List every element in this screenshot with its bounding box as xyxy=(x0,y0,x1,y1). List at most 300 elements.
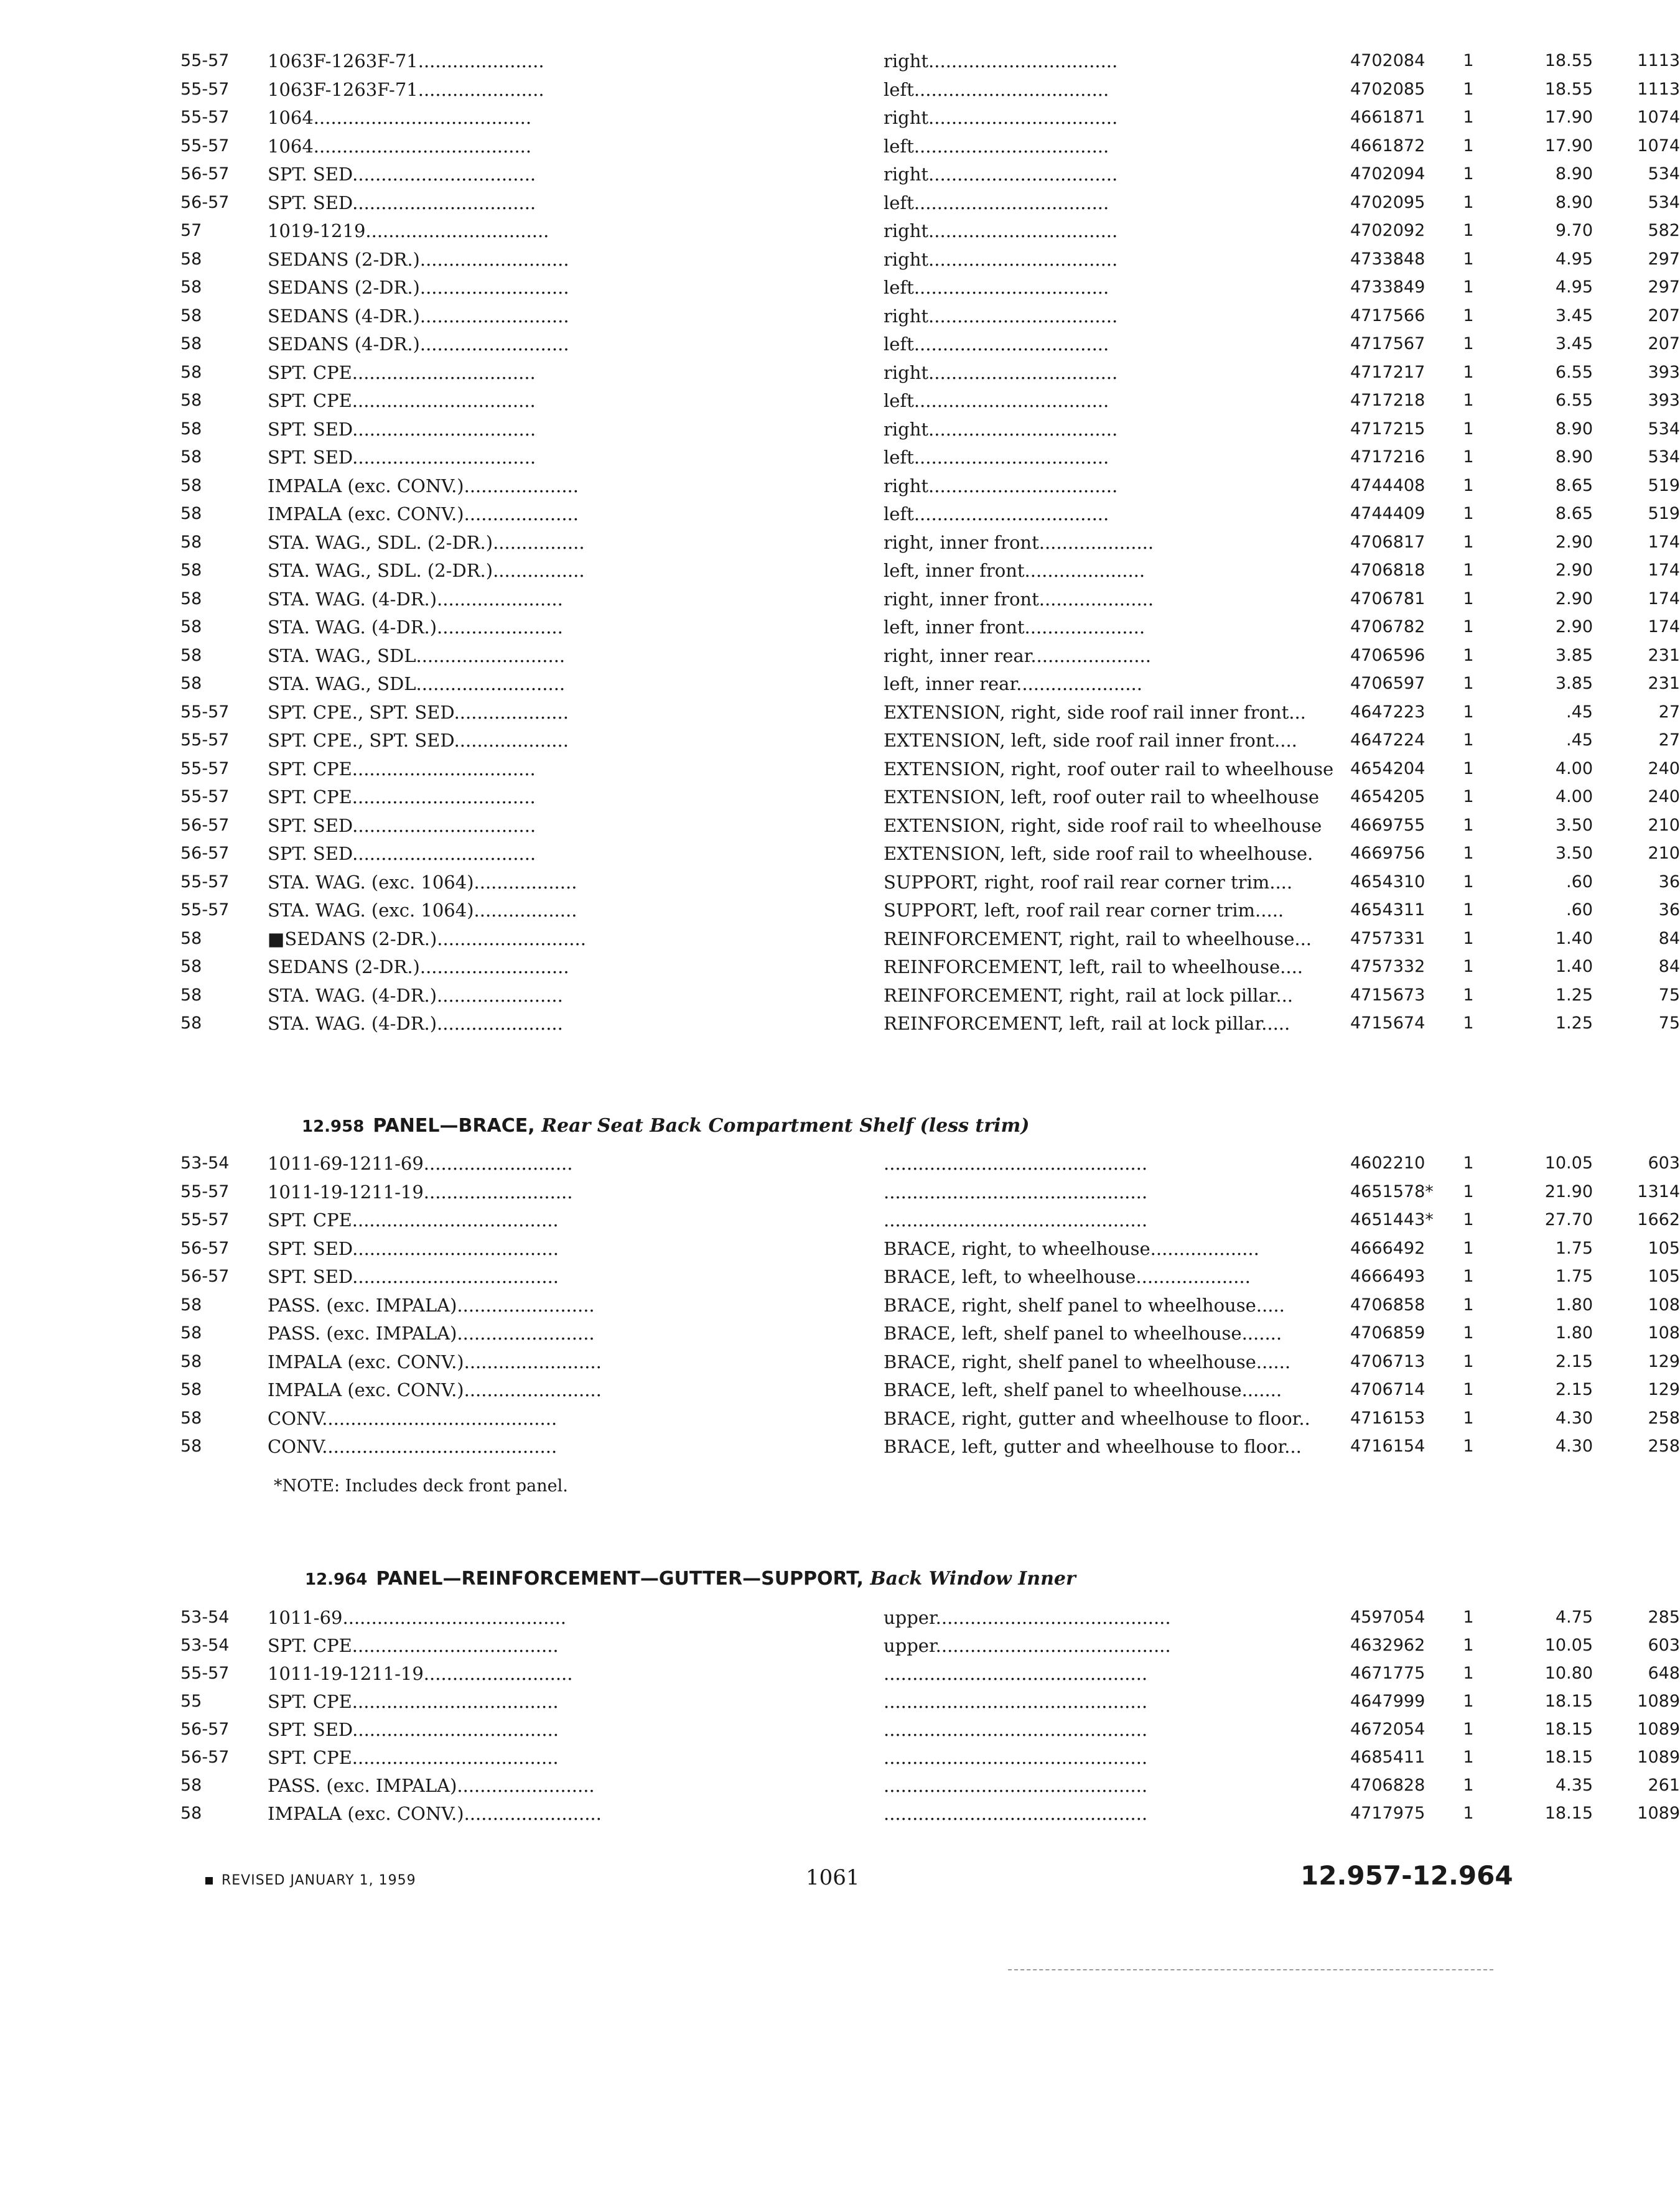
description-cell: left.................................. xyxy=(884,277,1109,298)
model-cell: PASS. (exc. IMPALA)........................ xyxy=(268,1775,595,1796)
price-cell: 8.65 xyxy=(1555,475,1593,495)
price-cell: 1.75 xyxy=(1555,1238,1593,1258)
price-cell: 27.70 xyxy=(1544,1210,1593,1229)
code-cell: 207 xyxy=(1648,334,1680,353)
table-row xyxy=(180,641,1680,670)
table-row xyxy=(180,358,1680,387)
price-cell: 18.15 xyxy=(1544,1748,1593,1767)
price-cell: 6.55 xyxy=(1555,391,1593,410)
price-cell: 3.85 xyxy=(1555,645,1593,665)
table-row xyxy=(180,217,1680,245)
code-cell: 1074 xyxy=(1637,108,1680,127)
part-number-cell: 4715673 xyxy=(1350,985,1426,1005)
model-cell: IMPALA (exc. CONV.)........................ xyxy=(268,1379,602,1400)
description-cell: EXTENSION, left, roof outer rail to wheelhouse xyxy=(884,786,1319,808)
price-cell: 10.05 xyxy=(1544,1636,1593,1655)
table-row xyxy=(180,1319,1680,1348)
code-cell: 1089 xyxy=(1637,1804,1680,1823)
model-cell: 1011-69....................................... xyxy=(268,1607,567,1628)
quantity-cell: 1 xyxy=(1463,249,1474,269)
model-cell: SPT. SED.................................... xyxy=(268,1266,559,1287)
year-cell: 58 xyxy=(180,1351,202,1371)
description-cell: upper......................................... xyxy=(884,1607,1171,1628)
price-cell: 3.45 xyxy=(1555,334,1593,353)
year-cell: 58 xyxy=(180,1408,202,1428)
description-cell: EXTENSION, right, side roof rail inner front... xyxy=(884,701,1306,723)
code-cell: 603 xyxy=(1648,1636,1680,1655)
code-cell: 297 xyxy=(1648,277,1680,297)
table-row xyxy=(180,245,1680,274)
code-cell: 240 xyxy=(1648,758,1680,778)
year-cell: 58 xyxy=(180,1437,202,1456)
price-cell: 2.90 xyxy=(1555,589,1593,608)
part-number-cell: 4702092 xyxy=(1350,221,1426,240)
price-cell: 2.15 xyxy=(1555,1351,1593,1371)
description-cell: left.................................. xyxy=(884,447,1109,468)
part-number-cell: 4702085 xyxy=(1350,79,1426,99)
model-cell: STA. WAG. (4-DR.)...................... xyxy=(268,617,563,638)
description-cell: left.................................. xyxy=(884,78,1109,100)
part-number-cell: 4706782 xyxy=(1350,617,1426,636)
model-cell: SPT. SED.................................... xyxy=(268,1237,559,1259)
quantity-cell: 1 xyxy=(1463,1013,1474,1033)
part-number-cell: 4717567 xyxy=(1350,334,1426,353)
price-cell: 8.90 xyxy=(1555,447,1593,467)
part-number-cell: 4661871 xyxy=(1350,108,1426,127)
price-cell: 4.00 xyxy=(1555,758,1593,778)
description-cell: BRACE, right, to wheelhouse................... xyxy=(884,1237,1259,1259)
model-cell: SEDANS (4-DR.).......................... xyxy=(268,333,569,355)
quantity-cell: 1 xyxy=(1463,1437,1474,1456)
description-cell: left, inner front..................... xyxy=(884,560,1146,581)
model-cell: 1063F-1263F-71...................... xyxy=(268,78,544,100)
quantity-cell: 1 xyxy=(1463,702,1474,722)
code-cell: 534 xyxy=(1648,419,1680,439)
quantity-cell: 1 xyxy=(1463,872,1474,892)
section-number: 12.958 xyxy=(302,1117,365,1136)
part-number-cell: 4651578* xyxy=(1350,1181,1434,1201)
description-cell: .............................................. xyxy=(884,1209,1148,1231)
quantity-cell: 1 xyxy=(1463,1776,1474,1795)
part-number-cell: 4632962 xyxy=(1350,1636,1426,1655)
description-cell: right................................. xyxy=(884,361,1118,383)
code-cell: 603 xyxy=(1648,1153,1680,1173)
quantity-cell: 1 xyxy=(1463,1748,1474,1767)
description-cell: REINFORCEMENT, right, rail at lock pillar... xyxy=(884,984,1294,1006)
year-cell: 58 xyxy=(180,985,202,1005)
table-row xyxy=(180,1149,1680,1178)
table-row xyxy=(180,1234,1680,1263)
quantity-cell: 1 xyxy=(1463,447,1474,467)
description-cell: right, inner rear..................... xyxy=(884,645,1151,666)
quantity-cell: 1 xyxy=(1463,532,1474,552)
description-cell: BRACE, right, shelf panel to wheelhouse...... xyxy=(884,1351,1291,1372)
description-cell: EXTENSION, left, side roof rail to wheelhouse. xyxy=(884,843,1314,864)
part-number-cell: 4706713 xyxy=(1350,1351,1426,1371)
code-cell: 1113 xyxy=(1637,51,1680,70)
code-cell: 1113 xyxy=(1637,79,1680,99)
model-cell: STA. WAG., SDL. (2-DR.)................ xyxy=(268,560,585,581)
description-cell: BRACE, left, gutter and wheelhouse to floor... xyxy=(884,1436,1302,1457)
description-cell: BRACE, right, shelf panel to wheelhouse..... xyxy=(884,1294,1285,1316)
part-number-cell: 4661872 xyxy=(1350,136,1426,156)
description-cell: EXTENSION, right, roof outer rail to wheelhouse xyxy=(884,758,1334,780)
quantity-cell: 1 xyxy=(1463,221,1474,240)
year-cell: 55-57 xyxy=(180,108,230,127)
revision-text: REVISED JANUARY 1, 1959 xyxy=(222,1873,416,1888)
code-cell: 36 xyxy=(1658,900,1680,920)
table-row xyxy=(180,386,1680,415)
code-cell: 648 xyxy=(1648,1664,1680,1683)
table-row xyxy=(180,925,1680,953)
price-cell: 3.45 xyxy=(1555,305,1593,325)
code-cell: 1089 xyxy=(1637,1748,1680,1767)
year-cell: 53-54 xyxy=(180,1608,230,1627)
quantity-cell: 1 xyxy=(1463,928,1474,948)
price-cell: 4.30 xyxy=(1555,1408,1593,1428)
table-row xyxy=(180,1206,1680,1234)
price-cell: 1.80 xyxy=(1555,1323,1593,1343)
description-cell: .............................................. xyxy=(884,1747,1148,1768)
code-cell: 261 xyxy=(1648,1776,1680,1795)
table-row xyxy=(180,132,1680,161)
price-cell: 21.90 xyxy=(1544,1181,1593,1201)
table-row xyxy=(180,1376,1680,1404)
price-cell: 1.40 xyxy=(1555,928,1593,948)
model-cell: SPT. CPE................................ xyxy=(268,390,536,411)
table-row xyxy=(180,1771,1680,1800)
year-cell: 58 xyxy=(180,419,202,439)
table-row xyxy=(180,585,1680,613)
year-cell: 58 xyxy=(180,928,202,948)
description-cell: right................................. xyxy=(884,164,1118,185)
code-cell: 519 xyxy=(1648,504,1680,523)
quantity-cell: 1 xyxy=(1463,305,1474,325)
table-row xyxy=(180,528,1680,557)
model-cell: ■SEDANS (2-DR.).......................... xyxy=(268,928,586,949)
revision-note xyxy=(205,1873,416,1888)
part-number-cell: 4669755 xyxy=(1350,815,1426,835)
description-cell: .............................................. xyxy=(884,1803,1148,1824)
model-cell: SPT. CPE., SPT. SED.................... xyxy=(268,701,569,723)
quantity-cell: 1 xyxy=(1463,1238,1474,1258)
year-cell: 58 xyxy=(180,617,202,636)
code-cell: 534 xyxy=(1648,164,1680,184)
model-cell: 1064...................................... xyxy=(268,107,532,128)
model-cell: STA. WAG. (exc. 1064).................. xyxy=(268,871,577,893)
quantity-cell: 1 xyxy=(1463,844,1474,863)
quantity-cell: 1 xyxy=(1463,504,1474,523)
year-cell: 58 xyxy=(180,1804,202,1823)
model-cell: SPT. CPE.................................... xyxy=(268,1691,559,1712)
table-row xyxy=(180,783,1680,811)
table-row xyxy=(180,1432,1680,1461)
table-row xyxy=(180,415,1680,444)
quantity-cell: 1 xyxy=(1463,1153,1474,1173)
code-cell: 240 xyxy=(1648,787,1680,806)
code-cell: 27 xyxy=(1658,702,1680,722)
table-row xyxy=(180,726,1680,755)
part-number-cell: 4654311 xyxy=(1350,900,1426,920)
year-cell: 56-57 xyxy=(180,164,230,184)
model-cell: SEDANS (2-DR.).......................... xyxy=(268,277,569,298)
model-cell: STA. WAG., SDL.......................... xyxy=(268,673,566,694)
model-cell: STA. WAG., SDL. (2-DR.)................ xyxy=(268,531,585,553)
price-cell: 1.40 xyxy=(1555,957,1593,976)
table-row xyxy=(180,1715,1680,1744)
year-cell: 58 xyxy=(180,674,202,693)
part-number-cell: 4702094 xyxy=(1350,164,1426,184)
part-number-cell: 4715674 xyxy=(1350,1013,1426,1033)
section-title: PANEL—REINFORCEMENT—GUTTER—SUPPORT, xyxy=(376,1568,864,1590)
model-cell: SPT. SED................................ xyxy=(268,814,536,836)
part-number-cell: 4666492 xyxy=(1350,1238,1426,1258)
year-cell: 56-57 xyxy=(180,1748,230,1767)
quantity-cell: 1 xyxy=(1463,1380,1474,1399)
part-number-cell: 4706859 xyxy=(1350,1323,1426,1343)
description-cell: left.................................. xyxy=(884,192,1109,213)
part-number-cell: 4597054 xyxy=(1350,1608,1426,1627)
part-number-cell: 4717216 xyxy=(1350,447,1426,467)
quantity-cell: 1 xyxy=(1463,758,1474,778)
part-number-cell: 4654205 xyxy=(1350,787,1426,806)
price-cell: 4.35 xyxy=(1555,1776,1593,1795)
description-cell: right................................. xyxy=(884,50,1118,72)
year-cell: 55-57 xyxy=(180,79,230,99)
section-subtitle: Rear Seat Back Compartment Shelf (less trim) xyxy=(541,1115,1030,1137)
model-cell: 1063F-1263F-71...................... xyxy=(268,50,544,72)
price-cell: 18.15 xyxy=(1544,1804,1593,1823)
description-cell: BRACE, left, shelf panel to wheelhouse....... xyxy=(884,1379,1282,1400)
code-cell: 285 xyxy=(1648,1608,1680,1627)
code-cell: 231 xyxy=(1648,645,1680,665)
code-cell: 582 xyxy=(1648,221,1680,240)
part-number-cell: 4733849 xyxy=(1350,277,1426,297)
year-cell: 55-57 xyxy=(180,702,230,722)
model-cell: SPT. CPE.................................... xyxy=(268,1747,559,1768)
year-cell: 58 xyxy=(180,391,202,410)
description-cell: left.................................. xyxy=(884,503,1109,524)
part-number-cell: 4672054 xyxy=(1350,1720,1426,1739)
table-row xyxy=(180,896,1680,925)
model-cell: 1011-19-1211-19.......................... xyxy=(268,1181,573,1203)
table-row xyxy=(180,1178,1680,1206)
part-number-cell: 4651443* xyxy=(1350,1210,1434,1229)
price-cell: 18.55 xyxy=(1544,51,1593,70)
table-row xyxy=(180,839,1680,868)
price-cell: 8.90 xyxy=(1555,164,1593,184)
part-number-cell: 4706858 xyxy=(1350,1295,1426,1315)
year-cell: 58 xyxy=(180,447,202,467)
quantity-cell: 1 xyxy=(1463,1692,1474,1711)
price-cell: .60 xyxy=(1566,872,1593,892)
model-cell: 1011-69-1211-69.......................... xyxy=(268,1153,573,1174)
price-cell: 18.15 xyxy=(1544,1692,1593,1711)
code-cell: 297 xyxy=(1648,249,1680,269)
code-cell: 36 xyxy=(1658,872,1680,892)
table-row xyxy=(180,103,1680,132)
part-number-cell: 4717217 xyxy=(1350,362,1426,382)
model-cell: 1011-19-1211-19.......................... xyxy=(268,1663,573,1684)
year-cell: 55-57 xyxy=(180,758,230,778)
table-row xyxy=(180,443,1680,472)
code-cell: 174 xyxy=(1648,561,1680,580)
description-cell: BRACE, left, shelf panel to wheelhouse....... xyxy=(884,1323,1282,1344)
part-number-cell: 4706817 xyxy=(1350,532,1426,552)
part-number-cell: 4744409 xyxy=(1350,504,1426,523)
year-cell: 55-57 xyxy=(180,787,230,806)
code-cell: 1074 xyxy=(1637,136,1680,156)
year-cell: 55-57 xyxy=(180,1664,230,1683)
quantity-cell: 1 xyxy=(1463,1351,1474,1371)
year-cell: 58 xyxy=(180,504,202,523)
description-cell: right................................. xyxy=(884,418,1118,440)
code-cell: 108 xyxy=(1648,1323,1680,1343)
year-cell: 56-57 xyxy=(180,1720,230,1739)
model-cell: IMPALA (exc. CONV.).................... xyxy=(268,475,579,496)
year-cell: 57 xyxy=(180,221,202,240)
price-cell: 8.90 xyxy=(1555,419,1593,439)
quantity-cell: 1 xyxy=(1463,985,1474,1005)
description-cell: left.................................. xyxy=(884,390,1109,411)
year-cell: 58 xyxy=(180,561,202,580)
year-cell: 56-57 xyxy=(180,844,230,863)
price-cell: 1.25 xyxy=(1555,985,1593,1005)
code-cell: 534 xyxy=(1648,447,1680,467)
table-row xyxy=(180,1009,1680,1038)
table-row xyxy=(180,755,1680,783)
year-cell: 58 xyxy=(180,645,202,665)
quantity-cell: 1 xyxy=(1463,419,1474,439)
year-cell: 56-57 xyxy=(180,192,230,212)
description-cell: REINFORCEMENT, left, rail at lock pillar..... xyxy=(884,1013,1290,1034)
quantity-cell: 1 xyxy=(1463,1664,1474,1683)
part-number-cell: 4733848 xyxy=(1350,249,1426,269)
section-number: 12.964 xyxy=(305,1570,368,1589)
year-cell: 58 xyxy=(180,277,202,297)
description-cell: left.................................. xyxy=(884,333,1109,355)
quantity-cell: 1 xyxy=(1463,391,1474,410)
price-cell: 9.70 xyxy=(1555,221,1593,240)
part-number-cell: 4716153 xyxy=(1350,1408,1426,1428)
price-cell: 4.30 xyxy=(1555,1437,1593,1456)
price-cell: 4.95 xyxy=(1555,249,1593,269)
part-number-cell: 4757332 xyxy=(1350,957,1426,976)
year-cell: 53-54 xyxy=(180,1153,230,1173)
model-cell: STA. WAG., SDL.......................... xyxy=(268,645,566,666)
model-cell: SPT. SED................................ xyxy=(268,843,536,864)
year-cell: 55-57 xyxy=(180,730,230,750)
quantity-cell: 1 xyxy=(1463,79,1474,99)
model-cell: 1064...................................... xyxy=(268,135,532,157)
table-row xyxy=(180,868,1680,897)
table-row xyxy=(180,1659,1680,1688)
quantity-cell: 1 xyxy=(1463,136,1474,156)
description-cell: left, inner front..................... xyxy=(884,617,1146,638)
table-row xyxy=(180,1743,1680,1772)
part-number-cell: 4717218 xyxy=(1350,391,1426,410)
price-cell: 2.90 xyxy=(1555,617,1593,636)
quantity-cell: 1 xyxy=(1463,1636,1474,1655)
quantity-cell: 1 xyxy=(1463,815,1474,835)
model-cell: CONV......................................... xyxy=(268,1407,558,1429)
code-cell: 231 xyxy=(1648,674,1680,693)
model-cell: SPT. CPE., SPT. SED.................... xyxy=(268,730,569,751)
part-number-cell: 4654310 xyxy=(1350,872,1426,892)
part-number-cell: 4654204 xyxy=(1350,758,1426,778)
model-cell: IMPALA (exc. CONV.)........................ xyxy=(268,1351,602,1372)
model-cell: STA. WAG. (4-DR.)...................... xyxy=(268,984,563,1006)
model-cell: SPT. CPE................................ xyxy=(268,786,536,808)
table-row xyxy=(180,189,1680,217)
code-cell: 105 xyxy=(1648,1267,1680,1286)
section-heading-12-958 xyxy=(302,1115,1029,1137)
code-cell: 258 xyxy=(1648,1437,1680,1456)
price-cell: .45 xyxy=(1566,730,1593,750)
code-cell: 210 xyxy=(1648,844,1680,863)
year-cell: 58 xyxy=(180,1323,202,1343)
year-cell: 55-57 xyxy=(180,872,230,892)
table-row xyxy=(180,273,1680,302)
code-cell: 393 xyxy=(1648,391,1680,410)
price-cell: 1.80 xyxy=(1555,1295,1593,1315)
description-cell: right................................. xyxy=(884,220,1118,241)
price-cell: 4.95 xyxy=(1555,277,1593,297)
description-cell: SUPPORT, left, roof rail rear corner trim..... xyxy=(884,900,1284,921)
code-cell: 27 xyxy=(1658,730,1680,750)
description-cell: left.................................. xyxy=(884,135,1109,157)
part-number-cell: 4706818 xyxy=(1350,561,1426,580)
year-cell: 55-57 xyxy=(180,51,230,70)
model-cell: SPT. SED................................ xyxy=(268,447,536,468)
year-cell: 55 xyxy=(180,1692,202,1711)
part-number-cell: 4669756 xyxy=(1350,844,1426,863)
model-cell: PASS. (exc. IMPALA)........................ xyxy=(268,1323,595,1344)
description-cell: right, inner front.................... xyxy=(884,531,1154,553)
price-cell: 4.00 xyxy=(1555,787,1593,806)
table-row xyxy=(180,1291,1680,1320)
description-cell: REINFORCEMENT, left, rail to wheelhouse.... xyxy=(884,956,1304,977)
quantity-cell: 1 xyxy=(1463,1181,1474,1201)
price-cell: .60 xyxy=(1566,900,1593,920)
year-cell: 56-57 xyxy=(180,1238,230,1258)
table-row xyxy=(180,1348,1680,1376)
code-cell: 207 xyxy=(1648,305,1680,325)
model-cell: STA. WAG. (4-DR.)...................... xyxy=(268,588,563,610)
quantity-cell: 1 xyxy=(1463,1267,1474,1286)
quantity-cell: 1 xyxy=(1463,674,1474,693)
section-heading-12-964 xyxy=(305,1568,1076,1590)
price-cell: 18.55 xyxy=(1544,79,1593,99)
description-cell: REINFORCEMENT, right, rail to wheelhouse... xyxy=(884,928,1312,949)
table-row xyxy=(180,981,1680,1010)
code-cell: 210 xyxy=(1648,815,1680,835)
code-cell: 108 xyxy=(1648,1295,1680,1315)
part-number-cell: 4602210 xyxy=(1350,1153,1426,1173)
year-cell: 56-57 xyxy=(180,815,230,835)
part-number-cell: 4717566 xyxy=(1350,305,1426,325)
description-cell: right, inner front.................... xyxy=(884,588,1154,610)
part-number-cell: 4671775 xyxy=(1350,1664,1426,1683)
part-number-cell: 4717975 xyxy=(1350,1804,1426,1823)
scan-artifact-line xyxy=(1008,1969,1493,1970)
part-number-cell: 4706714 xyxy=(1350,1380,1426,1399)
description-cell: upper......................................... xyxy=(884,1635,1171,1656)
table-row xyxy=(180,1262,1680,1291)
price-cell: 1.25 xyxy=(1555,1013,1593,1033)
part-number-cell: 4706596 xyxy=(1350,645,1426,665)
part-number-cell: 4716154 xyxy=(1350,1437,1426,1456)
